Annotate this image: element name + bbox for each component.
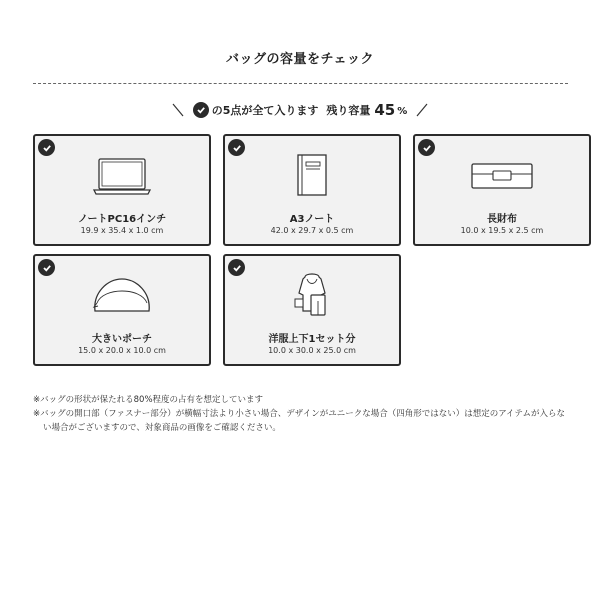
- disclaimer-notes: [33, 393, 573, 435]
- item-name: 長財布: [487, 214, 517, 225]
- laptop-icon: [35, 150, 209, 200]
- item-card-pouch: [33, 254, 211, 366]
- page-title: バッグの容量をチェック: [225, 52, 375, 67]
- pouch-icon: [35, 270, 209, 320]
- remaining-capacity-value: 45: [374, 101, 396, 119]
- remaining-capacity-label: 残り容量: [326, 104, 371, 117]
- remaining-capacity-unit: %: [397, 106, 408, 117]
- note-line: い場合がございますので、対象商品の画像をご確認ください。: [43, 423, 281, 433]
- item-name: 大きいポーチ: [92, 334, 152, 345]
- item-card-notebook: [223, 134, 401, 246]
- item-dimensions: 10.0 x 19.5 x 2.5 cm: [460, 226, 544, 235]
- item-name: ノートPC16インチ: [77, 214, 167, 225]
- capacity-summary: [0, 100, 600, 120]
- item-card-wallet: [413, 134, 591, 246]
- note-line: ※バッグの開口部（ファスナー部分）が横幅寸法より小さい場合、デザインがユニークな場合（四角形ではない）は想定のアイテムが入らな: [33, 409, 566, 419]
- item-card-laptop: [33, 134, 211, 246]
- item-dimensions: 10.0 x 30.0 x 25.0 cm: [268, 346, 356, 355]
- item-name: A3ノート: [289, 214, 335, 225]
- fit-count-text: の5点が全て入ります: [211, 104, 319, 117]
- dotted-divider: [33, 83, 568, 84]
- note-line: ※バッグの形状が保たれる80%程度の占有を想定しています: [33, 395, 264, 405]
- item-name: 洋服上下1セット分: [268, 334, 356, 345]
- check-icon: [193, 102, 209, 118]
- item-dimensions: 42.0 x 29.7 x 0.5 cm: [270, 226, 354, 235]
- item-dimensions: 15.0 x 20.0 x 10.0 cm: [78, 346, 166, 355]
- clothes-icon: [225, 270, 399, 320]
- notebook-icon: [225, 150, 399, 200]
- item-dimensions: 19.9 x 35.4 x 1.0 cm: [80, 226, 164, 235]
- right-slash-icon: [413, 101, 431, 119]
- left-slash-icon: [169, 101, 187, 119]
- item-card-clothes: [223, 254, 401, 366]
- wallet-icon: [415, 150, 589, 200]
